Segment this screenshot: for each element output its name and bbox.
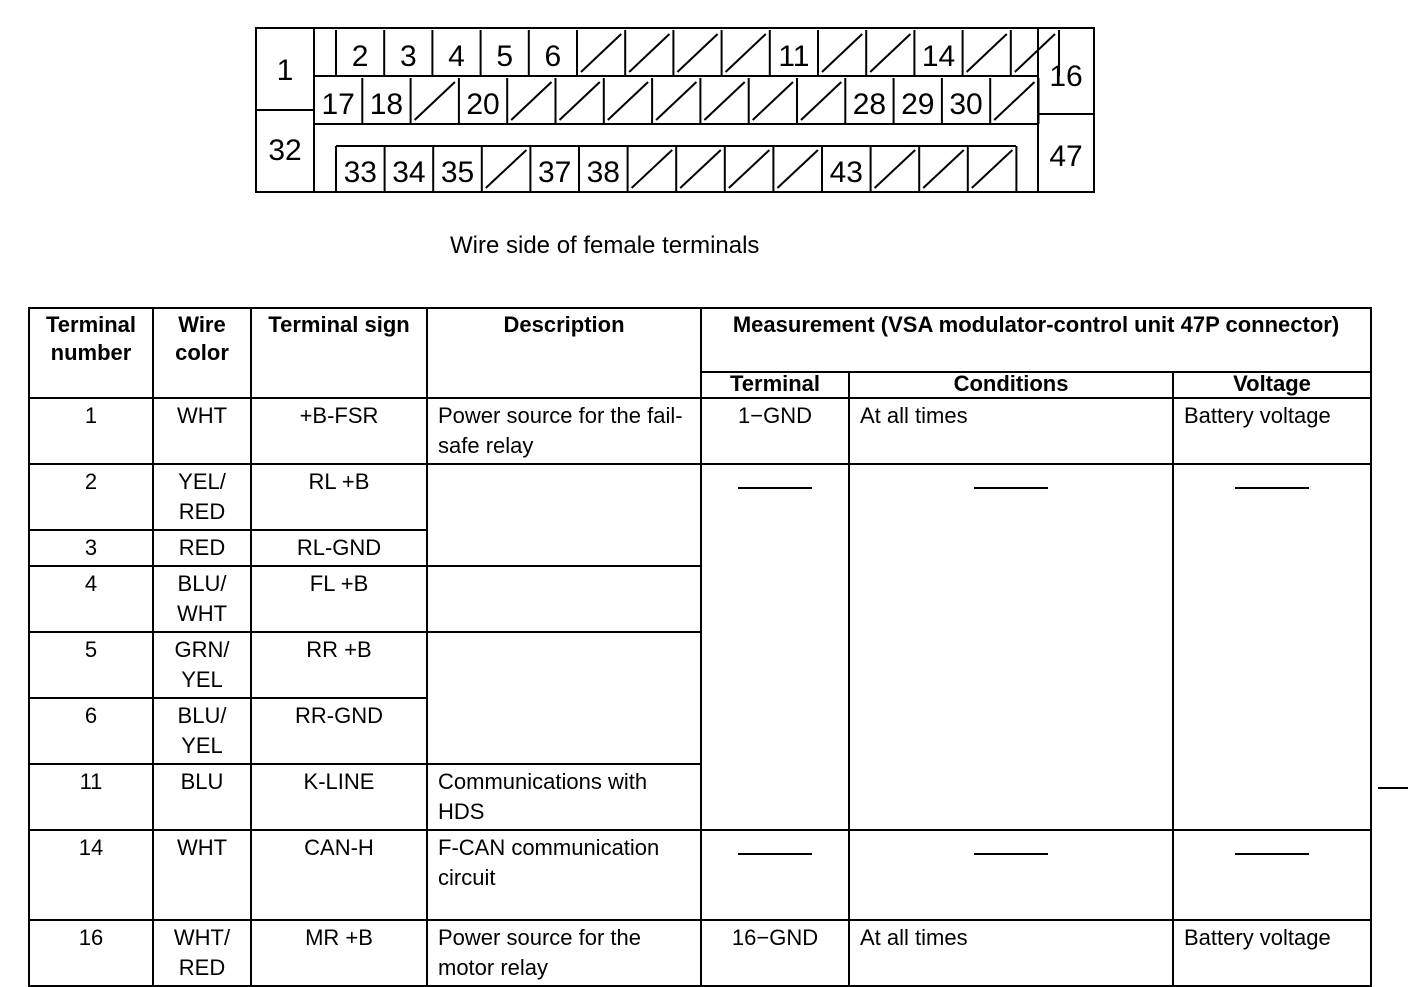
header-measurement: Measurement (VSA modulator-control unit 47P connector): [701, 308, 1371, 372]
terminal-cavity: [608, 78, 652, 124]
terminal-number-label: 4: [448, 40, 465, 73]
terminal-sign: CAN-H: [251, 830, 427, 920]
terminal-table: [28, 307, 1372, 987]
description: Power source for the fail-safe relay: [427, 398, 701, 464]
terminal-cavity: [923, 146, 968, 192]
terminal-cavity: [545, 30, 577, 76]
terminal-number-label: 20: [466, 88, 500, 121]
unused-cavity-slash: [608, 82, 648, 120]
measurement-conditions: At all times: [849, 398, 1173, 464]
terminal-cavity: [400, 30, 432, 76]
terminal-cavity: [677, 30, 721, 76]
header-conditions: Conditions: [849, 372, 1173, 398]
unused-cavity-slash: [822, 34, 862, 72]
measurement-voltage: Battery voltage: [1173, 920, 1371, 986]
terminal-number: 3: [29, 530, 153, 566]
terminal-cavity: [822, 30, 866, 76]
unused-cavity-slash: [875, 150, 916, 188]
dash: [738, 853, 812, 855]
terminal-47: 47: [1049, 140, 1083, 173]
unused-cavity-slash: [632, 150, 673, 188]
terminal-number-label: 17: [321, 88, 355, 121]
terminal-cavity: [875, 146, 920, 192]
table-row: [29, 464, 1371, 530]
description: F-CAN communication circuit: [427, 830, 701, 920]
terminal-cavity: [830, 146, 871, 192]
unused-cavity-slash: [560, 82, 600, 120]
terminal-cavity: [629, 30, 673, 76]
measurement-voltage-empty: [1173, 464, 1371, 830]
connector-caption: Wire side of female terminals: [450, 232, 760, 259]
header-wire-color: Wire color: [153, 308, 251, 398]
terminal-sign: RR +B: [251, 632, 427, 698]
terminal-number: 1: [29, 398, 153, 464]
unused-cavity-slash: [967, 34, 1007, 72]
measurement-terminal: 1−GND: [701, 398, 849, 464]
dash: [1235, 487, 1309, 489]
unused-cavity-slash: [680, 150, 721, 188]
header-terminal-number: Terminal number: [29, 308, 153, 398]
terminal-number: 11: [29, 764, 153, 830]
unused-cavity-slash: [656, 82, 696, 120]
measurement-voltage: Battery voltage: [1173, 398, 1371, 464]
terminal-16: 16: [1049, 60, 1083, 93]
terminal-cavity: [853, 78, 894, 124]
terminal-cavity: [632, 146, 677, 192]
terminal-number-label: 14: [921, 40, 956, 73]
terminal-number-label: 43: [829, 156, 863, 189]
terminal-cavity: [370, 78, 411, 124]
dash: [974, 853, 1048, 855]
header-terminal-sign: Terminal sign: [251, 308, 427, 398]
terminal-cavity: [777, 146, 822, 192]
description: [427, 632, 701, 764]
dash: [1235, 853, 1309, 855]
description: [427, 566, 701, 632]
unused-cavity-slash: [629, 34, 669, 72]
terminal-cavity: [972, 146, 1017, 192]
terminal-cavity: [753, 78, 797, 124]
terminal-number-label: 29: [901, 88, 935, 121]
terminal-number-label: 3: [399, 40, 417, 73]
wire-color: WHT: [153, 398, 251, 464]
terminal-cavity: [581, 30, 625, 76]
terminal-sign: +B-FSR: [251, 398, 427, 464]
dash: [974, 487, 1048, 489]
connector-diagram: [0, 0, 1408, 220]
terminal-number: 2: [29, 464, 153, 530]
terminal-number-label: 5: [496, 40, 514, 73]
terminal-cavity: [680, 146, 725, 192]
terminal-cavity: [729, 146, 774, 192]
unused-cavity-slash: [777, 150, 818, 188]
table-row: [29, 398, 1371, 464]
terminal-number: 5: [29, 632, 153, 698]
measurement-conditions-empty: [849, 464, 1173, 830]
unused-cavity-slash: [870, 34, 910, 72]
terminal-number: 14: [29, 830, 153, 920]
wire-color: WHT/ RED: [153, 920, 251, 986]
terminal-cavity: [336, 30, 384, 76]
unused-cavity-slash: [801, 82, 841, 120]
wire-color: GRN/ YEL: [153, 632, 251, 698]
description: Power source for the motor relay: [427, 920, 701, 986]
terminal-1: 1: [276, 54, 294, 87]
terminal-number-label: 30: [949, 88, 983, 121]
terminal-number: 6: [29, 698, 153, 764]
wire-color: BLU: [153, 764, 251, 830]
wire-color: YEL/ RED: [153, 464, 251, 530]
terminal-cavity: [656, 78, 700, 124]
terminal-number-label: 38: [586, 156, 620, 189]
terminal-cavity: [704, 78, 748, 124]
terminal-cavity: [448, 30, 480, 76]
header-description: Description: [427, 308, 701, 398]
wire-color: WHT: [153, 830, 251, 920]
terminal-number-label: 35: [440, 156, 475, 189]
unused-cavity-slash: [415, 82, 455, 120]
terminal-number: 4: [29, 566, 153, 632]
terminal-number-label: 2: [351, 40, 369, 73]
terminal-cavity: [949, 78, 990, 124]
terminal-cavity: [496, 30, 528, 76]
terminal-sign: FL +B: [251, 566, 427, 632]
terminal-cavity: [441, 146, 482, 192]
unused-cavity-slash: [726, 34, 766, 72]
unused-cavity-slash: [704, 82, 744, 120]
measurement-conditions-empty: [849, 830, 1173, 920]
wire-color: BLU/ YEL: [153, 698, 251, 764]
terminal-sign: RL-GND: [251, 530, 427, 566]
wire-color: RED: [153, 530, 251, 566]
terminal-cavity: [511, 78, 555, 124]
terminal-cavity: [336, 146, 385, 192]
measurement-terminal: 16−GND: [701, 920, 849, 986]
terminal-number-label: 11: [778, 40, 810, 73]
terminal-cavity: [392, 146, 433, 192]
measurement-terminal-empty: [701, 464, 849, 830]
terminal-number-label: 34: [392, 156, 426, 189]
terminal-number-label: 33: [343, 156, 377, 189]
terminal-cavity: [922, 30, 963, 76]
terminal-sign: K-LINE: [251, 764, 427, 830]
terminal-cavity: [538, 146, 579, 192]
terminal-number-label: 6: [544, 40, 562, 73]
unused-cavity-slash: [677, 34, 717, 72]
measurement-terminal-empty: [701, 830, 849, 920]
unused-cavity-slash: [972, 150, 1013, 188]
terminal-cavity: [560, 78, 604, 124]
terminal-cavity: [466, 78, 507, 124]
unused-cavity-slash: [511, 82, 551, 120]
terminal-cavity: [314, 78, 362, 124]
header-terminal: Terminal: [701, 372, 849, 398]
terminal-cavity: [587, 146, 628, 192]
terminal-sign: RR-GND: [251, 698, 427, 764]
terminal-number: 16: [29, 920, 153, 986]
terminal-cavity: [994, 78, 1038, 124]
unused-cavity-slash: [581, 34, 621, 72]
description: [427, 464, 701, 566]
table-row: [29, 830, 1371, 920]
terminal-number-label: 37: [538, 156, 572, 189]
terminal-cavity: [870, 30, 914, 76]
measurement-voltage-empty: [1173, 830, 1371, 920]
terminal-number-label: 18: [369, 88, 404, 121]
unused-cavity-slash: [486, 150, 527, 188]
unused-cavity-slash: [753, 82, 793, 120]
terminal-cavity: [778, 30, 818, 76]
terminal-cavity: [486, 146, 531, 192]
terminal-cavity: [901, 78, 942, 124]
wire-color: BLU/ WHT: [153, 566, 251, 632]
terminal-32: 32: [268, 134, 302, 167]
dash: [1378, 787, 1408, 789]
header-voltage: Voltage: [1173, 372, 1371, 398]
table-row: [29, 920, 1371, 986]
terminal-cavity: [967, 30, 1011, 76]
description: Communications with HDS: [427, 764, 701, 830]
unused-cavity-slash: [994, 82, 1034, 120]
terminal-sign: RL +B: [251, 464, 427, 530]
terminal-cavity: [726, 30, 770, 76]
dash: [738, 487, 812, 489]
unused-cavity-slash: [729, 150, 770, 188]
unused-cavity-slash: [923, 150, 964, 188]
terminal-cavity: [801, 78, 845, 124]
terminal-cavity: [415, 78, 459, 124]
terminal-sign: MR +B: [251, 920, 427, 986]
measurement-conditions: At all times: [849, 920, 1173, 986]
terminal-number-label: 28: [852, 88, 887, 121]
